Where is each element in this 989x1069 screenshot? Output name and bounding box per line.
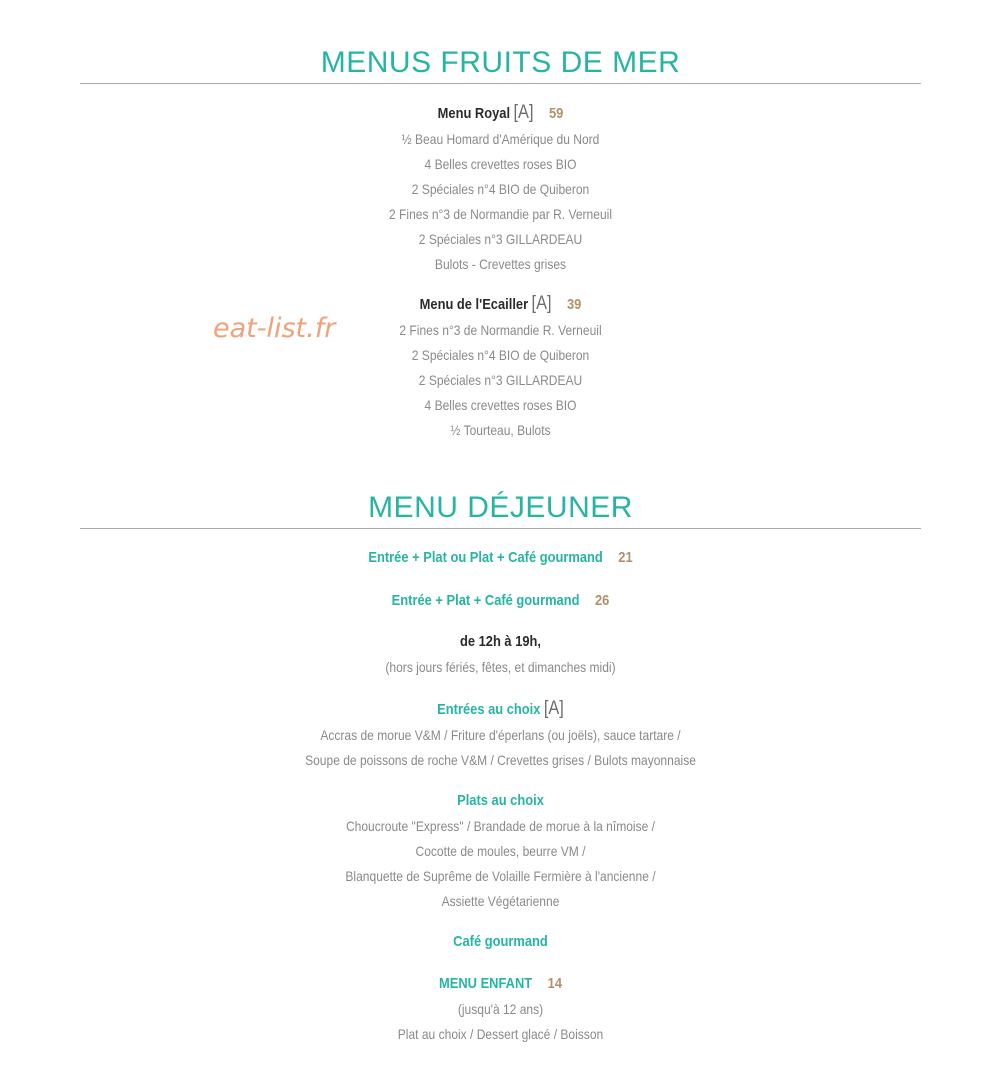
section-divider xyxy=(80,528,921,529)
menu-royal xyxy=(80,100,921,277)
watermark: eat-list.fr xyxy=(213,313,336,344)
formula-label: Entrée + Plat ou Plat + Café gourmand xyxy=(368,549,603,566)
menu-item: 2 Fines n°3 de Normandie R. Verneuil xyxy=(399,322,602,338)
cafe-gourmand xyxy=(80,929,921,955)
formula-heading xyxy=(139,545,862,571)
menu-item: 4 Belles crevettes roses BIO xyxy=(424,156,577,172)
formula-price: 26 xyxy=(594,592,610,609)
entrees-tag: [A] xyxy=(543,698,564,719)
formula-1 xyxy=(80,545,921,571)
menu-item: Cocotte de moules, beurre VM / xyxy=(415,843,586,859)
menu-name: Menu de l'Ecailler xyxy=(419,296,529,313)
menu-item: Plat au choix / Dessert glacé / Boisson xyxy=(397,1026,604,1042)
menu-item: 2 Spéciales n°3 GILLARDEAU xyxy=(418,372,583,388)
menu-item: Blanquette de Suprême de Volaille Fermière à l'ancienne / xyxy=(345,868,656,884)
menu-ecailler xyxy=(80,291,921,443)
service-hours xyxy=(80,629,921,680)
formula-label: Entrée + Plat + Café gourmand xyxy=(391,592,580,609)
formula-heading xyxy=(139,588,862,614)
menu-item: Accras de morue V&M / Friture d'éperlans (ou joëls), sauce tartare / xyxy=(320,727,681,743)
menu-item: Choucroute "Express" / Brandade de morue à la nîmoise / xyxy=(345,818,656,834)
menu-item: ½ Beau Homard d'Amérique du Nord xyxy=(401,131,600,147)
menu-item: ½ Tourteau, Bulots xyxy=(450,422,551,438)
menu-royal-heading xyxy=(139,100,862,127)
menu-item: 2 Spéciales n°3 GILLARDEAU xyxy=(418,231,583,247)
entrees-au-choix xyxy=(80,696,921,773)
plats-label: Plats au choix xyxy=(457,792,544,809)
menu-item: Bulots - Crevettes grises xyxy=(434,256,567,272)
menu-name: Menu Royal xyxy=(437,105,511,122)
menu-item: 2 Spéciales n°4 BIO de Quiberon xyxy=(411,347,590,363)
enfant-heading xyxy=(139,971,862,997)
menu-item: 4 Belles crevettes roses BIO xyxy=(424,397,577,413)
enfant-label: MENU ENFANT xyxy=(438,975,533,992)
cafe-heading xyxy=(139,929,862,955)
plats-heading xyxy=(139,788,862,814)
hours-heading xyxy=(139,629,862,655)
menu-item: Soupe de poissons de roche V&M / Crevettes grises / Bulots mayonnaise xyxy=(305,752,696,768)
menu-item: (jusqu'à 12 ans) xyxy=(457,1001,544,1017)
section-title-dejeuner: MENU DÉJEUNER xyxy=(368,491,633,524)
formula-price: 21 xyxy=(618,549,633,566)
menu-price: 59 xyxy=(548,105,564,122)
menu-item: 2 Fines n°3 de Normandie par R. Verneuil xyxy=(388,206,612,222)
plats-au-choix xyxy=(80,788,921,914)
cafe-label: Café gourmand xyxy=(453,933,548,950)
menu-price: 39 xyxy=(567,296,582,313)
menu-tag: [A] xyxy=(513,102,534,123)
menu-item: 2 Spéciales n°4 BIO de Quiberon xyxy=(411,181,590,197)
entrees-label: Entrées au choix xyxy=(437,701,541,718)
hours-note: (hors jours fériés, fêtes, et dimanches midi) xyxy=(385,659,616,675)
enfant-price: 14 xyxy=(547,975,563,992)
entrees-heading xyxy=(139,696,862,723)
menu-item: Assiette Végétarienne xyxy=(441,893,560,909)
menu-enfant xyxy=(80,971,921,1047)
formula-2 xyxy=(80,588,921,614)
section-divider xyxy=(80,83,921,84)
hours-label: de 12h à 19h, xyxy=(459,633,542,650)
menu-tag: [A] xyxy=(531,293,552,314)
section-title-fruits-de-mer: MENUS FRUITS DE MER xyxy=(320,46,681,79)
